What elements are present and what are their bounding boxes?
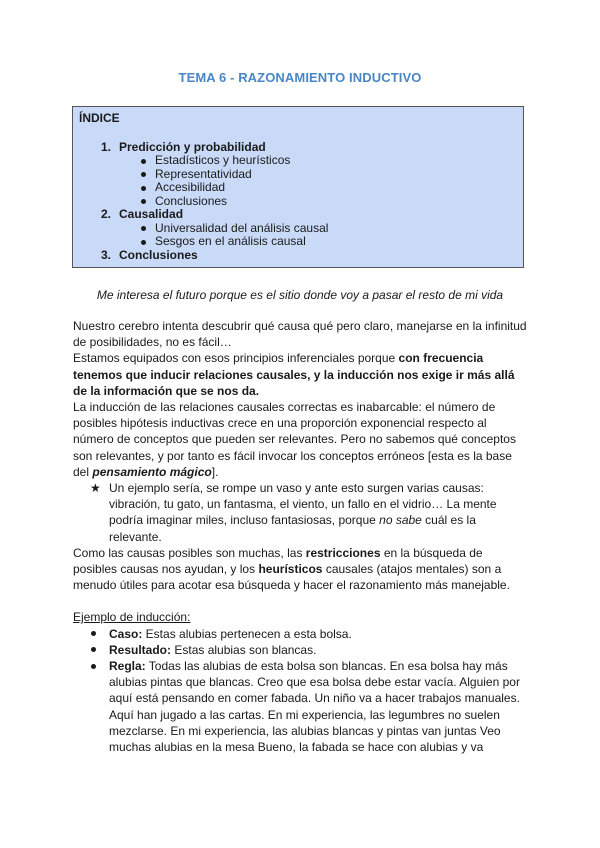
index-section [79,208,517,222]
text-run: Un ejemplo sería, se rompe un vaso y ante esto surgen varias causas: vibración, tu gato, un fantasma, el viento, un fallo en el vidrio… La mente podría imaginar miles, incluso fantasiosas, porque [109,481,497,528]
body-text [73,318,528,755]
bold-label: Regla: [109,659,146,674]
paragraph [73,350,528,399]
index-section-label: Conclusiones [119,247,198,262]
bold-text: restricciones [305,545,381,560]
paragraph [73,545,528,594]
text-run: Estas alubias pertenecen a esta bolsa. [142,626,352,641]
paragraph [73,399,528,480]
italic-text: no sabe [379,513,422,528]
index-section-label: Predicción y probabilidad [119,139,266,154]
index-section [79,249,517,263]
bold-label: Resultado: [109,642,172,657]
bold-text: heurísticos [258,562,323,577]
index-section [79,141,517,155]
index-subitem: Estadísticos y heurísticos [79,154,517,168]
text-run: cuál es la relevante. [109,513,476,544]
example-heading: Ejemplo de inducción: [73,610,191,625]
index-subitem: Accesibilidad [79,181,517,195]
text-run: Estas alubias son blancas. [171,642,317,657]
list-item [73,642,528,658]
index-box [72,106,524,268]
index-subitem: Sesgos en el análisis causal [79,235,517,249]
index-section-label: Causalidad [119,207,184,221]
index-subitem: Representatividad [79,168,517,182]
index-section-number: 3. [101,247,112,262]
star-icon: ★ [90,481,101,496]
text-run: La inducción de las relaciones causales correctas es inabarcable: el número de posibles hipótesis inductivas crece en una proporción exponencial respecto al número de conceptos que pueden ser relevantes. Pero no sabemos qué conceptos son relevantes, y por tanto es fácil invocar los conceptos erróneos [esta es la base del [73,400,516,479]
index-heading: ÍNDICE [79,111,120,125]
text-run: Como las causas posibles son muchas, las [73,545,306,560]
list-item [73,626,528,642]
index-subitem: Universalidad del análisis causal [79,222,517,236]
index-section-number: 1. [101,139,112,154]
spacer [73,593,528,609]
paragraph: Nuestro cerebro intenta descubrir qué causa qué pero claro, manejarse en la infinitud de posibilidades, no es fácil… [73,319,527,350]
index-subitem: Conclusiones [79,195,517,209]
bold-label: Caso: [109,626,143,641]
text-run: en la búsqueda de posibles causas nos ayudan, y los [73,545,483,577]
text-run: Estamos equipados con esos principios inferenciales porque [73,351,399,366]
text-run: Todas las alubias de esta bolsa son blancas. En esa bolsa hay más alubias pintas que blancas. Creo que esa bolsa debe estar vacía. Alguien por aquí está pensando en comer fabada. Un niño va a hacer trabajos manuales. Aquí han jugado a las cartas. En mi experiencia, las legumbres no suelen mezclarse. En mi experiencia, las alubias blancas y pintas van juntas Veo muchas alubias en la mesa Bueno, la fabada se hace con alubias y va [109,659,520,755]
page-title: TEMA 6 - RAZONAMIENTO INDUCTIVO [178,70,422,85]
index-section-number: 2. [101,207,112,221]
text-run: ]. [211,464,219,479]
bold-italic-text: pensamiento mágico [92,464,212,479]
bold-text: con frecuencia tenemos que inducir relaciones causales, y la inducción nos exige ir más allá de la información que se nos da. [73,351,515,398]
list-item [73,658,528,755]
star-list-item [73,480,528,545]
epigraph-quote: Me interesa el futuro porque es el sitio donde voy a pasar el resto de mi vida [96,288,504,302]
text-run: causales (atajos mentales) son a menudo útiles para acotar esa búsqueda y hacer el razonamiento más manejable. [73,562,510,593]
